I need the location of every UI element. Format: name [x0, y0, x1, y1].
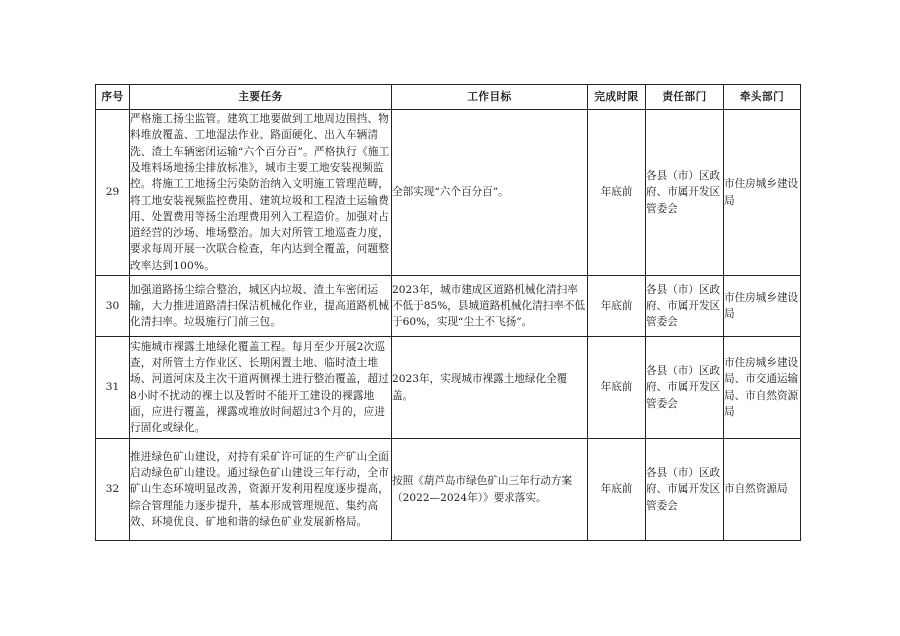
cell-lead: 市自然资源局	[724, 439, 801, 541]
header-task: 主要任务	[130, 85, 392, 110]
cell-responsible: 各县（市）区政府、市属开发区管委会	[646, 337, 724, 439]
cell-lead: 市住房城乡建设局	[724, 276, 801, 337]
task-table	[95, 84, 801, 541]
cell-goal: 全部实现“六个百分百”。	[392, 110, 588, 276]
cell-goal: 2023年，城市建成区道路机械化清扫率不低于85%，县城道路机械化清扫率不低于60%，实现“尘土不飞扬”。	[392, 276, 588, 337]
cell-num: 32	[96, 439, 130, 541]
table-row	[96, 439, 801, 541]
table-row	[96, 337, 801, 439]
header-responsible: 责任部门	[646, 85, 724, 110]
cell-task: 推进绿色矿山建设，对持有采矿许可证的生产矿山全面启动绿色矿山建设。通过绿色矿山建设三年行动，全市矿山生态环境明显改善，资源开发利用程度逐步提高，综合管理能力逐步提升，基本形成管理规范、集约高效、环境优良、矿地和谐的绿色矿业发展新格局。	[130, 439, 392, 541]
cell-task: 严格施工扬尘监管。建筑工地要做到工地周边围挡、物料堆放覆盖、工地湿法作业、路面硬化、出入车辆清洗、渣土车辆密闭运输“六个百分百”。严格执行《施工及堆料场地扬尘排放标准》，城市主要工地安装视频监控。将施工工地扬尘污染防治纳入文明施工管理范畴，将工地安装视频监控费用、建筑垃圾和工程渣土运输费用、处置费用等扬尘治理费用列入工程造价。加强对占道经营的沙场、堆场整治。加大对所管工地巡查力度，要求每周开展一次联合检查，年内达到全覆盖，问题整改率达到100%。	[130, 110, 392, 276]
cell-lead: 市住房城乡建设局、市交通运输局、市自然资源局	[724, 337, 801, 439]
table-row	[96, 276, 801, 337]
cell-lead: 市住房城乡建设局	[724, 110, 801, 276]
cell-responsible: 各县（市）区政府、市属开发区管委会	[646, 276, 724, 337]
header-num: 序号	[96, 85, 130, 110]
cell-goal: 按照《葫芦岛市绿色矿山三年行动方案（2022—2024年）》要求落实。	[392, 439, 588, 541]
cell-deadline: 年底前	[588, 276, 646, 337]
cell-deadline: 年底前	[588, 439, 646, 541]
cell-responsible: 各县（市）区政府、市属开发区管委会	[646, 110, 724, 276]
cell-num: 30	[96, 276, 130, 337]
cell-deadline: 年底前	[588, 110, 646, 276]
cell-num: 29	[96, 110, 130, 276]
header-lead: 牵头部门	[724, 85, 801, 110]
cell-task: 加强道路扬尘综合整治，城区内垃圾、渣土车密闭运输，大力推进道路清扫保洁机械化作业，提高道路机械化清扫率。垃圾施行门前三包。	[130, 276, 392, 337]
cell-responsible: 各县（市）区政府、市属开发区管委会	[646, 439, 724, 541]
cell-deadline: 年底前	[588, 337, 646, 439]
header-deadline: 完成时限	[588, 85, 646, 110]
cell-goal: 2023年，实现城市裸露土地绿化全覆盖。	[392, 337, 588, 439]
header-goal: 工作目标	[392, 85, 588, 110]
header-row	[96, 85, 801, 110]
table-row	[96, 110, 801, 276]
cell-task: 实施城市裸露土地绿化覆盖工程。每月至少开展2次巡查，对所管土方作业区、长期闲置土地、临时渣土堆场、河道河床及主次干道两侧裸土进行整治覆盖，超过8小时不扰动的裸土以及暂时不能开工建设的裸露地面，应进行覆盖，裸露或堆放时间超过3个月的，应进行固化或绿化。	[130, 337, 392, 439]
cell-num: 31	[96, 337, 130, 439]
